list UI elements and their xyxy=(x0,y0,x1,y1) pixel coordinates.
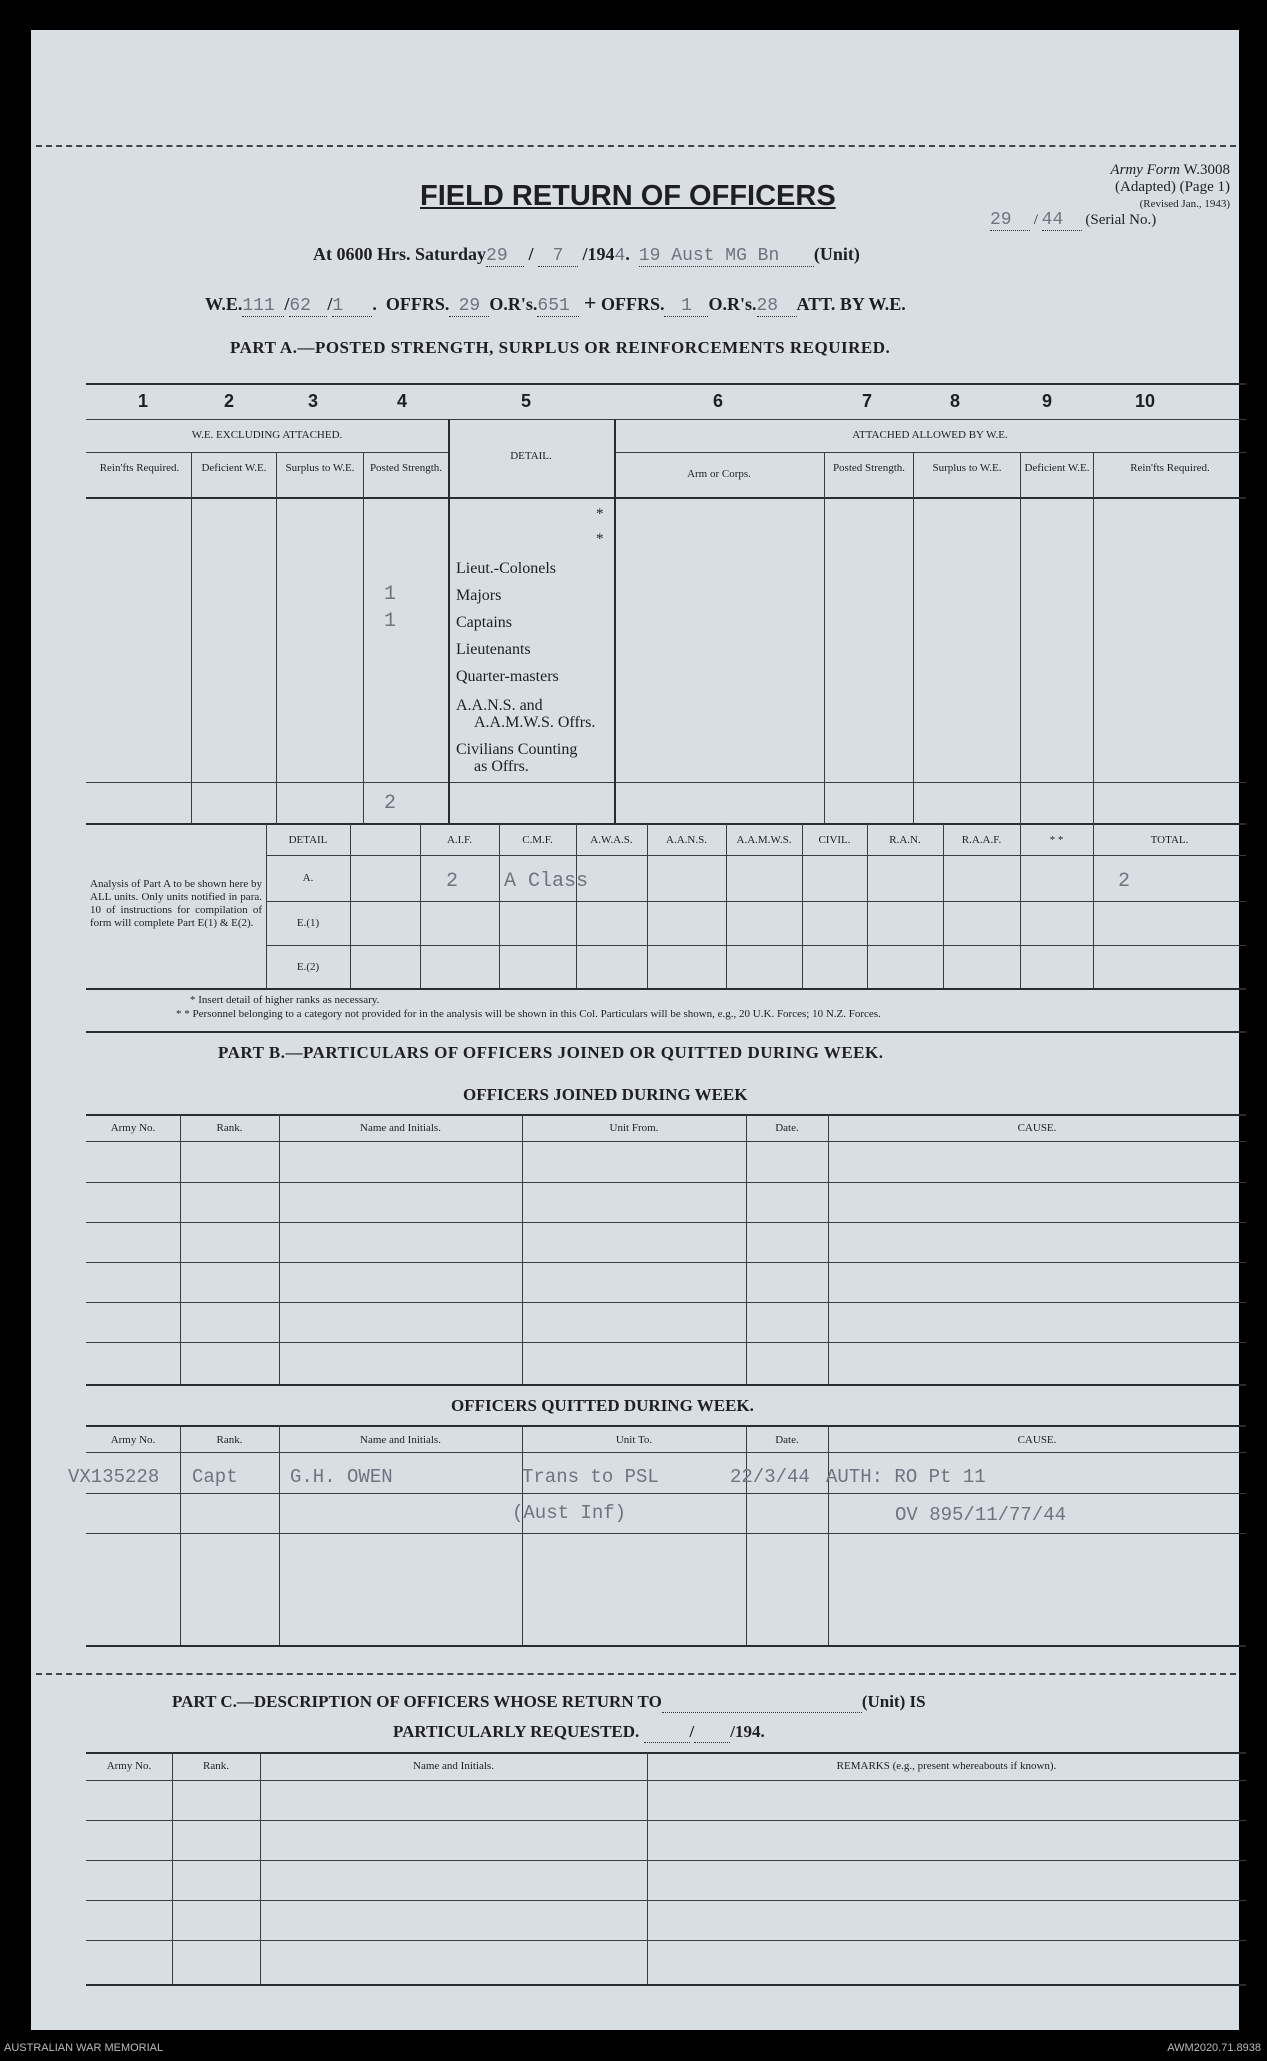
rank-asterisk-2: * xyxy=(596,531,604,547)
quitted-header-date: Date. xyxy=(775,1434,799,1446)
form-title: FIELD RETURN OF OFFICERS xyxy=(420,180,836,212)
col-number-9: 9 xyxy=(1042,391,1053,411)
analysis-header-awas: A.W.A.S. xyxy=(590,834,633,846)
rank-aans: A.A.N.S. and xyxy=(456,697,543,714)
analysis-header-raaf: R.A.A.F. xyxy=(961,834,1002,846)
offrs2-value: 1 xyxy=(664,296,708,317)
header-arm-corps: Arm or Corps. xyxy=(687,468,751,480)
rank-aamws: A.A.M.W.S. Offrs. xyxy=(474,714,596,731)
form-id-line3: (Revised Jan., 1943) xyxy=(1139,198,1230,210)
ors2-value: 28 xyxy=(757,296,797,317)
posted-total: 2 xyxy=(384,792,397,815)
analysis-header-other: * * xyxy=(1049,834,1064,846)
joined-title: OFFICERS JOINED DURING WEEK xyxy=(463,1085,748,1104)
we-excluding-header: W.E. EXCLUDING ATTACHED. xyxy=(191,429,343,441)
analysis-header-aif: A.I.F. xyxy=(446,834,473,846)
quitted-rank: Capt xyxy=(192,1466,238,1488)
date-day: 29 xyxy=(486,246,524,267)
rank-asterisk-1: * xyxy=(596,506,604,522)
quitted-unit-to: Trans to PSL xyxy=(522,1466,659,1488)
quitted-header-cause: CAUSE. xyxy=(1017,1434,1057,1446)
att-label: ATT. BY W.E. xyxy=(796,294,906,314)
footer-right: AWM2020.71.8938 xyxy=(1167,2042,1261,2054)
analysis-note: Analysis of Part A to be shown here by ALL units. Only units notified in para. 10 of instructions for compilation of form will complete Part E(1) & E(2). xyxy=(90,878,262,929)
we-c: 1 xyxy=(332,296,372,317)
analysis-row-e1: E.(1) xyxy=(296,917,320,929)
analysis-header-aamws: A.A.M.W.S. xyxy=(736,834,792,846)
part-c-requested: PARTICULARLY REQUESTED. xyxy=(393,1722,640,1741)
unit-name: 19 Aust MG Bn xyxy=(639,246,814,267)
date-year-prefix: 194 xyxy=(587,244,615,264)
part-c-year: /194 xyxy=(730,1722,761,1741)
quitted-army-no: VX135228 xyxy=(68,1466,160,1488)
rank-captains: Captains xyxy=(456,614,512,631)
rank-quarter-masters: Quarter-masters xyxy=(456,668,559,685)
form-id-line1: Army Form xyxy=(1110,162,1180,178)
quitted-header-army-no: Army No. xyxy=(110,1434,156,1446)
col-number-10: 10 xyxy=(1135,391,1156,411)
joined-header-unit-from: Unit From. xyxy=(609,1122,659,1134)
part-c-unit-label: (Unit) IS xyxy=(861,1692,926,1711)
we-b: 62 xyxy=(289,296,327,317)
analysis-header-ran: R.A.N. xyxy=(889,834,921,846)
analysis-header-detail: DETAIL xyxy=(288,834,328,846)
col-number-7: 7 xyxy=(862,391,873,411)
ors-value: 651 xyxy=(537,296,579,317)
joined-header-rank: Rank. xyxy=(216,1122,243,1134)
at-prefix: At 0600 Hrs. Saturday xyxy=(313,244,487,264)
rank-majors: Majors xyxy=(456,587,502,604)
part-c-header-name: Name and Initials. xyxy=(413,1760,494,1772)
plus-sign: + xyxy=(583,290,597,315)
offrs-label: OFFRS. xyxy=(385,294,450,314)
rank-lieutenants: Lieutenants xyxy=(456,641,531,658)
we-label: W.E. xyxy=(205,294,243,314)
rank-lieut-colonels: Lieut.-Colonels xyxy=(456,560,556,577)
posted-majors: 1 xyxy=(384,583,397,606)
quitted-cause-2: OV 895/11/77/44 xyxy=(895,1504,1067,1526)
serial-b: 44 xyxy=(1042,210,1082,231)
analysis-a-aif: 2 xyxy=(446,870,459,893)
header-reinfts-left: Rein'fts Required. xyxy=(99,462,180,474)
joined-header-date: Date. xyxy=(775,1122,799,1134)
joined-header-name: Name and Initials. xyxy=(360,1122,441,1134)
footnote-1: * Insert detail of higher ranks as necessary. xyxy=(190,994,380,1006)
quitted-header-unit-to: Unit To. xyxy=(615,1434,653,1446)
col-number-6: 6 xyxy=(713,391,724,411)
perforation-top xyxy=(36,145,1236,147)
quitted-header-rank: Rank. xyxy=(216,1434,243,1446)
part-c-header-rank: Rank. xyxy=(203,1760,229,1772)
perforation-middle xyxy=(36,1673,1236,1675)
posted-captains: 1 xyxy=(384,610,397,633)
serial-a: 29 xyxy=(990,210,1030,231)
unit-label: (Unit) xyxy=(813,244,860,264)
header-posted-left: Posted Strength. xyxy=(369,462,443,474)
col-number-8: 8 xyxy=(950,391,961,411)
header-reinfts-right: Rein'fts Required. xyxy=(1130,462,1210,474)
part-c-header-remarks: REMARKS (e.g., present whereabouts if known). xyxy=(836,1760,1057,1772)
serial-number: 29 / 44 (Serial No.) xyxy=(990,210,1157,230)
quitted-date: 22/3/44 xyxy=(730,1466,810,1488)
analysis-header-cmf: C.M.F. xyxy=(522,834,553,846)
footer-left: AUSTRALIAN WAR MEMORIAL xyxy=(4,2042,164,2054)
joined-header-army-no: Army No. xyxy=(110,1122,156,1134)
ors-label: O.R's. xyxy=(489,294,538,314)
analysis-row-a: A. xyxy=(302,872,314,884)
rank-as-offrs: as Offrs. xyxy=(474,758,529,775)
header-deficient-left: Deficient W.E. xyxy=(201,462,267,474)
analysis-header-total: TOTAL. xyxy=(1150,834,1189,846)
footnote-2: * * Personnel belonging to a category not provided for in the analysis will be shown in this Col. Particulars will be shown, e.g., 20 U.K. Forces; 10 N.Z. Forces. xyxy=(176,1008,881,1020)
rank-civilians: Civilians Counting xyxy=(456,741,578,758)
part-c-title: PART C.—DESCRIPTION OF OFFICERS WHOSE RETURN TO xyxy=(172,1692,662,1711)
header-surplus-right: Surplus to W.E. xyxy=(932,462,1002,474)
we-a: 111 xyxy=(242,296,284,317)
analysis-header-aans: A.A.N.S. xyxy=(666,834,707,846)
date-month: 7 xyxy=(538,246,578,267)
part-b-title: PART B.—PARTICULARS OF OFFICERS JOINED OR QUITTED DURING WEEK. xyxy=(218,1043,884,1062)
form-id xyxy=(1010,162,1230,213)
analysis-a-cmf: A Class xyxy=(504,870,589,893)
offrs-value: 29 xyxy=(449,296,489,317)
quitted-cause: AUTH: RO Pt 11 xyxy=(826,1466,986,1488)
header-surplus-left: Surplus to W.E. xyxy=(285,462,355,474)
detail-header: DETAIL. xyxy=(510,450,552,462)
col-number-1: 1 xyxy=(138,391,149,411)
col-number-3: 3 xyxy=(308,391,319,411)
part-c-line2: PARTICULARLY REQUESTED. / /194. xyxy=(393,1722,765,1741)
quitted-title: OFFICERS QUITTED DURING WEEK. xyxy=(451,1396,754,1415)
offrs2-label: OFFRS. xyxy=(600,294,665,314)
ors2-label: O.R's. xyxy=(708,294,757,314)
joined-header-cause: CAUSE. xyxy=(1017,1122,1057,1134)
analysis-a-total: 2 xyxy=(1118,870,1131,893)
part-a-title: PART A.—POSTED STRENGTH, SURPLUS OR REINFORCEMENTS REQUIRED. xyxy=(230,338,891,357)
col-number-2: 2 xyxy=(224,391,235,411)
col-number-5: 5 xyxy=(521,391,532,411)
col-number-4: 4 xyxy=(397,391,408,411)
attached-allowed-header: ATTACHED ALLOWED BY W.E. xyxy=(852,429,1008,441)
part-c-line1 xyxy=(172,1692,926,1713)
analysis-header-civil: CIVIL. xyxy=(818,834,851,846)
quitted-header-name: Name and Initials. xyxy=(360,1434,441,1446)
serial-label: (Serial No.) xyxy=(1085,212,1157,228)
header-deficient-right: Deficient W.E. xyxy=(1024,462,1090,474)
date-unit-line: At 0600 Hrs. Saturday29 / 7 /1944. 19 Aust MG Bn (Unit) xyxy=(313,244,860,266)
header-posted-right: Posted Strength. xyxy=(832,462,906,474)
form-id-code: W.3008 xyxy=(1183,162,1230,178)
we-line: W.E.111 /62 /1 . OFFRS. 29 O.R's.651 + OFFRS. 1 O.R's.28 ATT. BY W.E. xyxy=(205,290,906,316)
quitted-name: G.H. OWEN xyxy=(290,1466,393,1488)
date-year-digit: 4 xyxy=(614,246,626,266)
quitted-unit-to-2: (Aust Inf) xyxy=(512,1502,627,1524)
form-id-line2: (Adapted) (Page 1) xyxy=(1115,179,1230,195)
analysis-row-e2: E.(2) xyxy=(296,961,320,973)
part-c-header-army-no: Army No. xyxy=(106,1760,152,1772)
